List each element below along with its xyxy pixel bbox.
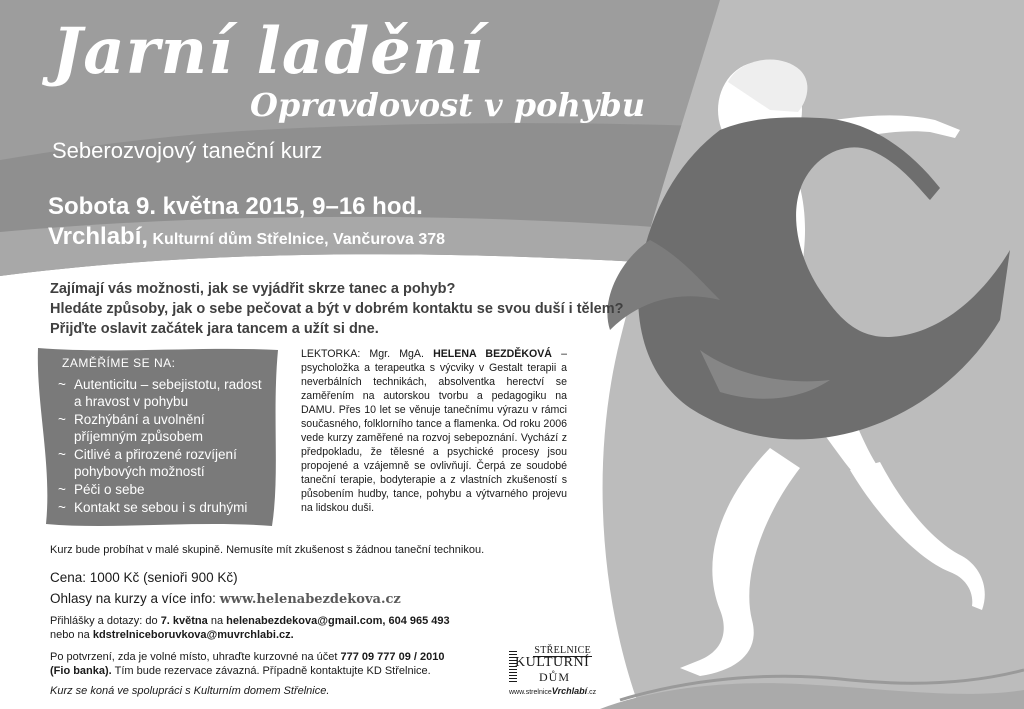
focus-item: ~ Péči o sebe [56, 481, 271, 498]
logo-site: www.strelniceVrchlabí.cz [509, 686, 597, 696]
intro-line: Přijďte oslavit začátek jara tancem a užít si dne. [50, 321, 379, 337]
payment-account: 777 09 777 09 / 2010 [340, 651, 445, 663]
lecturer-prefix: LEKTORKA: Mgr. MgA. [301, 348, 424, 360]
event-venue [48, 223, 445, 251]
lecturer-bio [301, 347, 567, 515]
focus-item: ~ Autenticitu – sebejistotu, radost a hravost v pohybu [56, 376, 271, 410]
event-title: Jarní ladění [52, 14, 485, 89]
intro-line: Hledáte způsoby, jak o sebe pečovat a být v dobrém kontaktu se svou duší i tělem? [50, 301, 624, 317]
website-link[interactable]: www.helenabezdekova.cz [219, 592, 401, 607]
venue-city: Vrchlabí, [48, 223, 149, 250]
contact-email-primary[interactable]: helenabezdekova@gmail.com, 604 965 493 [226, 615, 450, 627]
focus-item: ~ Rozhýbání a uvolnění příjemným způsobem [56, 411, 271, 445]
lecturer-name: HELENA BEZDĚKOVÁ [433, 348, 552, 360]
cooperation-note: Kurz se koná ve spolupráci s Kulturním domem Střelnice. [50, 685, 330, 697]
course-type: Seberozvojový taneční kurz [52, 138, 323, 163]
logo-line2: KULTURNÍ [515, 655, 590, 670]
event-subtitle: Opravdovost v pohybu [250, 86, 645, 124]
lecturer-bio-text: – psycholožka a terapeutka s výcviky v Gestalt terapii a neverbálních technikách, absolventka herectví se zaměřením na autorskou tvorbu a pedagogiku na DAMU. Přes 10 let se věnuje tanečnímu výrazu v rámci současného, folklorního tance a flamenka. Od roku 2006 vede kurzy zaměřené na rozvoj sebepoznání. Vychází z předpokladu, že tělesné a psychické procesy jsou propojené a vzájemně se ovlivňují. Čerpá ze soudobé taneční terapie, bodyterapie a z vlastních zkušeností s působením hudby, tance, pohybu a výtvarného projevu na lidskou duši. [301, 348, 568, 514]
payment-rest: Tím bude rezervace závazná. Případně kontaktujte KD Střelnice. [114, 665, 431, 677]
contact-info [50, 614, 450, 642]
logo-line3: DŮM [539, 670, 571, 684]
price: Cena: 1000 Kč (senioři 900 Kč) [50, 570, 238, 585]
intro-text [50, 279, 630, 339]
kulturni-dum-logo [509, 645, 597, 697]
group-note: Kurz bude probíhat v malé skupině. Nemusíte mít zkušenost s žádnou taneční technikou. [50, 544, 485, 556]
contact-email-secondary[interactable]: kdstrelniceboruvkova@muvrchlabi.cz. [92, 629, 294, 641]
focus-item: ~ Citlivé a přirozené rozvíjení pohybových možností [56, 446, 271, 480]
payment-prefix: Po potvrzení, zda je volné místo, uhraďte kurzovné na účet [50, 651, 338, 663]
contact-mid: na [210, 615, 224, 627]
contact-or: nebo na [50, 629, 90, 641]
contact-prefix: Přihlášky a dotazy: do [50, 615, 158, 627]
venue-place: Kulturní dům Střelnice, Vančurova 378 [152, 231, 446, 248]
more-info [50, 591, 401, 607]
focus-box-title: ZAMĚŘÍME SE NA: [62, 356, 176, 370]
focus-list [56, 376, 271, 517]
intro-line: Zajímají vás možnosti, jak se vyjádřit skrze tanec a pohyb? [50, 281, 456, 297]
focus-item: ~ Kontakt se sebou i s druhými [56, 499, 271, 516]
contact-deadline: 7. května [160, 615, 208, 627]
logo-line1: STŘELNICE [534, 645, 591, 656]
info-label: Ohlasy na kurzy a více info: [50, 591, 216, 606]
payment-info [50, 650, 444, 678]
payment-bank: (Fio banka). [50, 665, 112, 677]
event-date: Sobota 9. května 2015, 9–16 hod. [48, 193, 423, 220]
